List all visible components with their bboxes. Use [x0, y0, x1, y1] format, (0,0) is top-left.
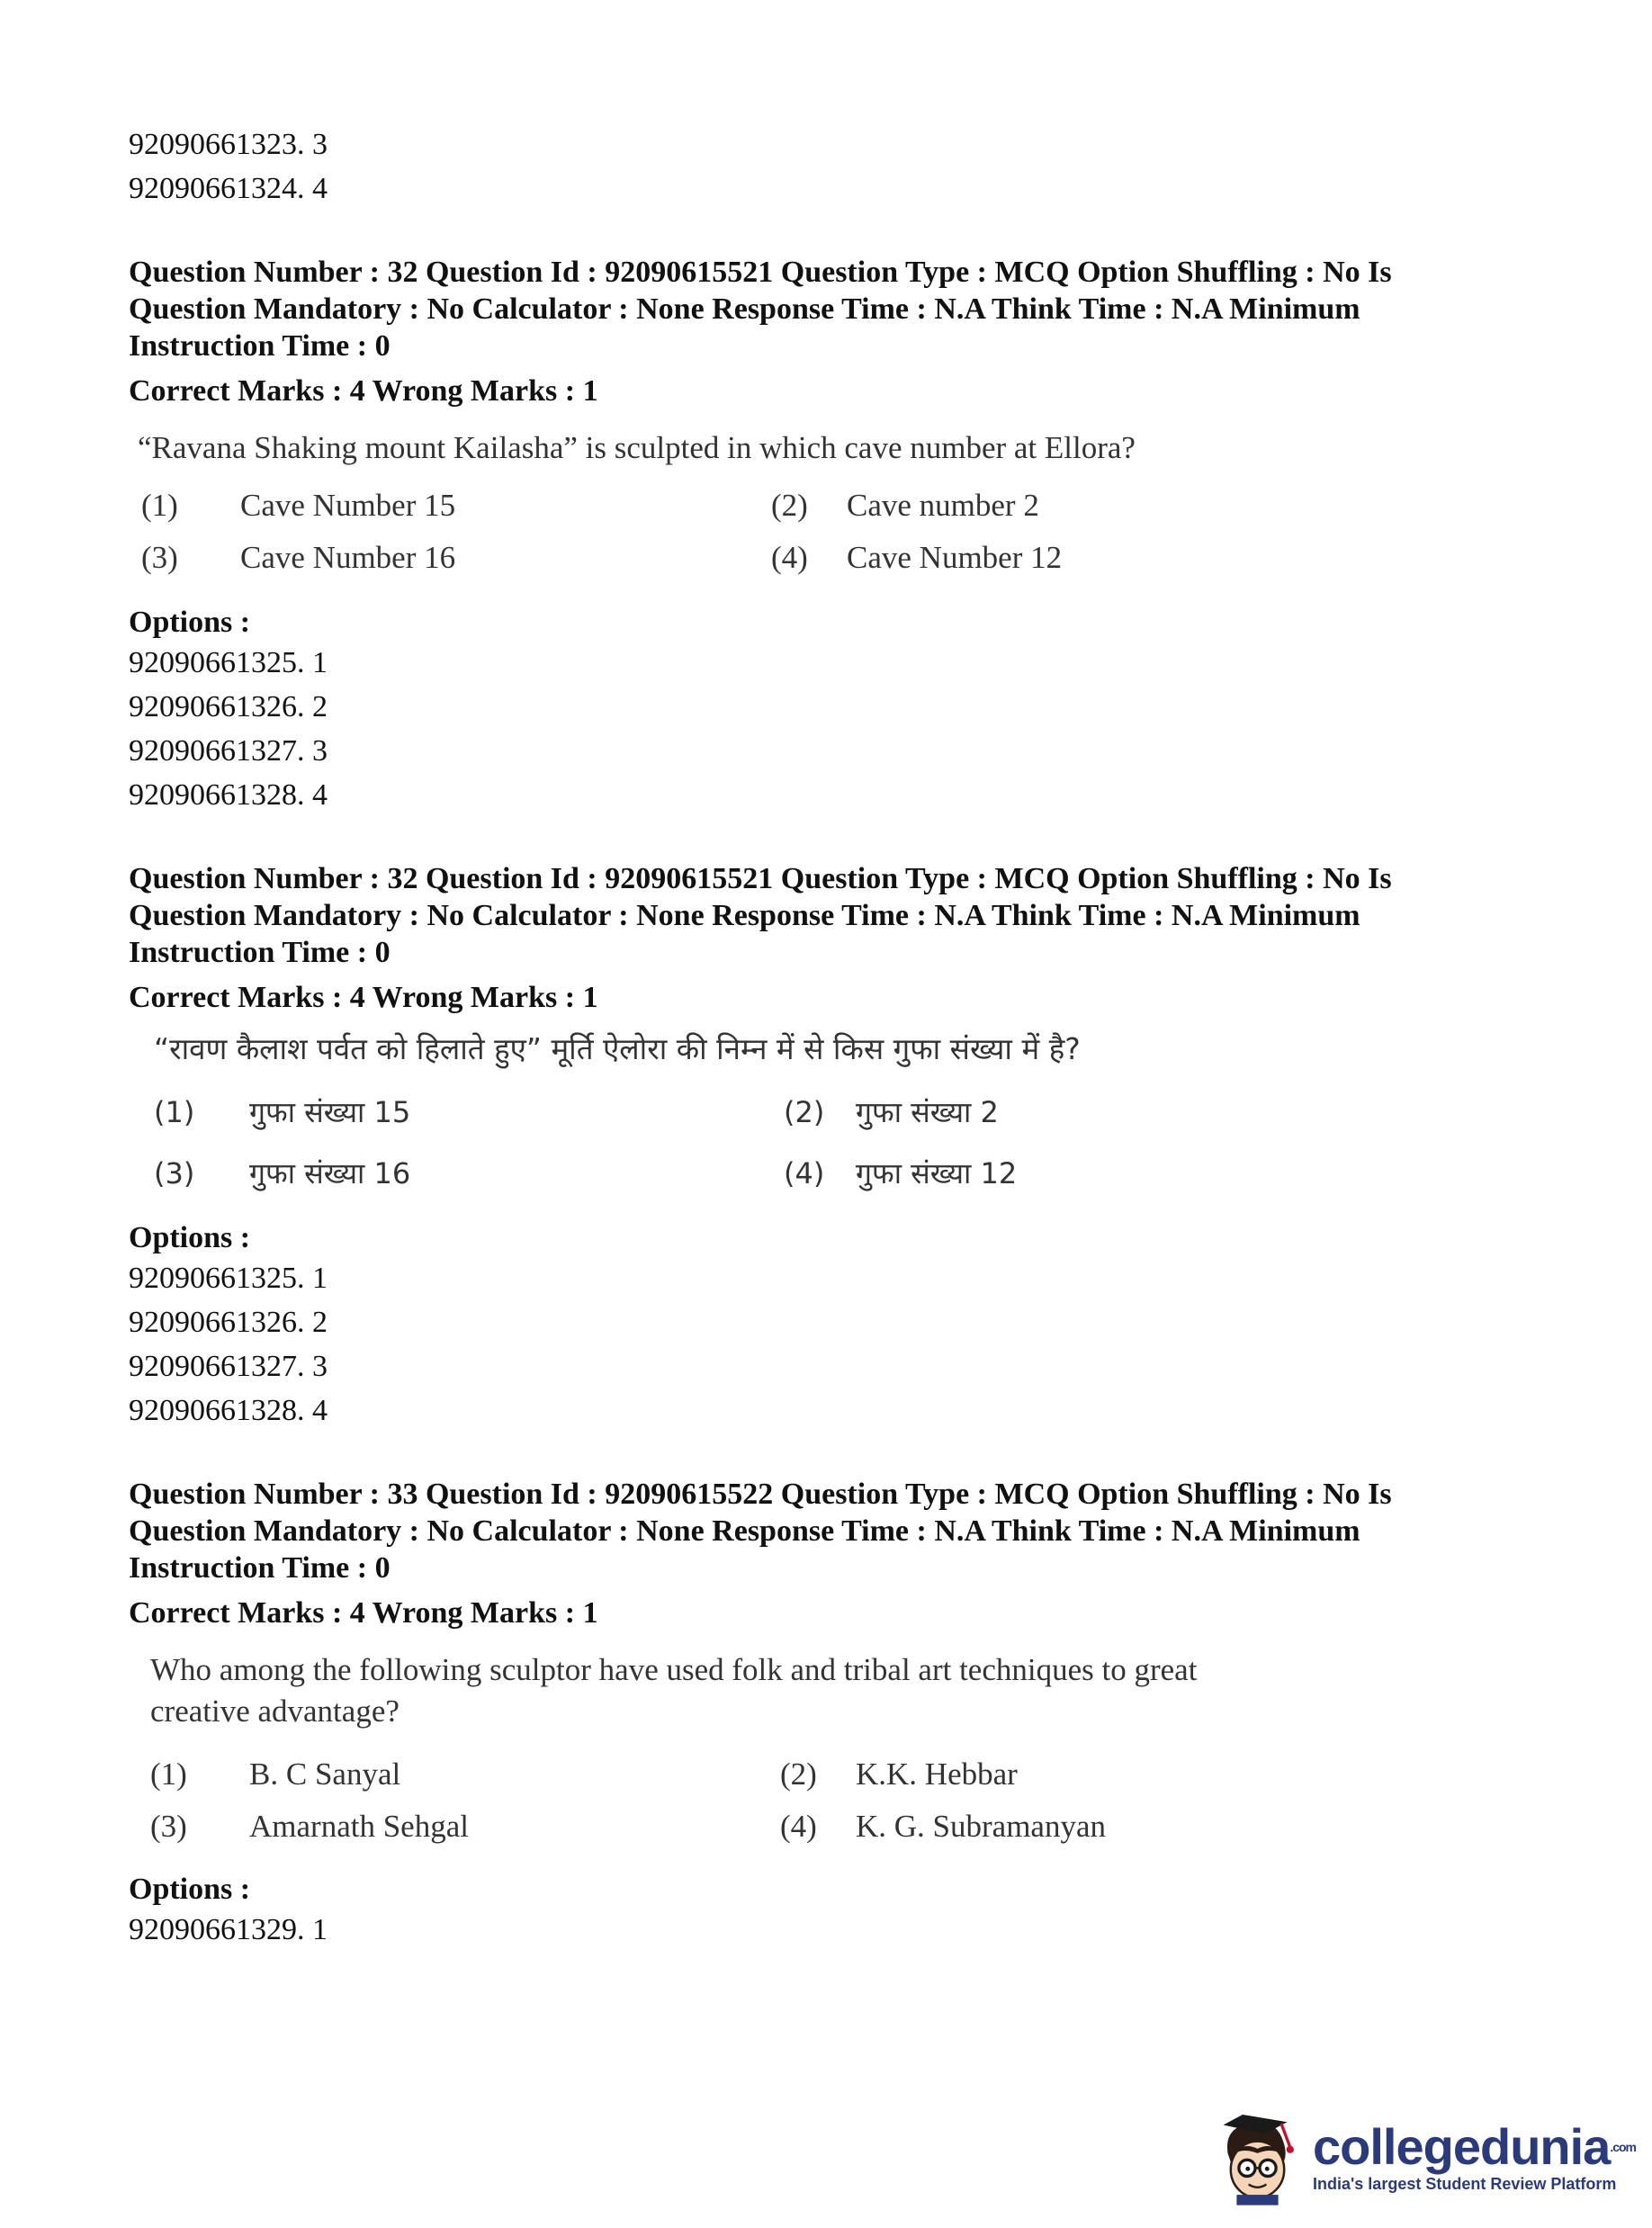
option-line: 92090661328. 4 [129, 778, 328, 812]
question-header-line: Question Number : 33 Question Id : 92090615522 Question Type : MCQ Option Shuffling : No Is [129, 1478, 1392, 1511]
choice-number: (4) [771, 540, 808, 575]
options-heading: Options : [129, 1221, 251, 1254]
logo-name: collegedunia$^{.com}$ [1313, 2118, 1636, 2175]
marks-line: Correct Marks : 4 Wrong Marks : 1 [129, 1596, 598, 1630]
choice-label: Cave Number 12 [847, 540, 1063, 575]
answer-choices [154, 1092, 1532, 1194]
answer-choice [154, 1092, 784, 1133]
answer-choice [784, 1153, 1414, 1194]
answer-choices [141, 485, 1532, 579]
choice-label: गुफा संख्या 12 [856, 1156, 1018, 1190]
logo-com: .com [1610, 2140, 1636, 2154]
answer-choice [784, 1092, 1414, 1133]
question-text: “Ravana Shaking mount Kailasha” is sculpted in which cave number at Ellora? [138, 430, 1136, 465]
answer-choice [780, 1806, 1410, 1847]
answer-choice [154, 1153, 784, 1194]
question-header-line: Question Number : 32 Question Id : 92090615521 Question Type : MCQ Option Shuffling : No Is [129, 862, 1392, 895]
question-block [129, 1476, 1532, 1952]
logo-text [1313, 2120, 1636, 2194]
question-header-line: Question Mandatory : No Calculator : None Response Time : N.A Think Time : N.A Minimum [129, 292, 1360, 326]
question-header-line: Instruction Time : 0 [129, 936, 391, 969]
choice-label: K.K. Hebbar [856, 1756, 1018, 1792]
answer-choice [771, 485, 1401, 526]
question-header-line: Instruction Time : 0 [129, 1551, 391, 1585]
choice-number: (4) [780, 1809, 817, 1844]
answer-choice [780, 1754, 1410, 1795]
choice-label: B. C Sanyal [249, 1756, 401, 1792]
choice-number: (2) [771, 488, 808, 523]
option-line: 92090661325. 1 [129, 1262, 328, 1295]
question-block [129, 254, 1532, 817]
choice-label: Cave Number 15 [240, 488, 456, 523]
question-header-line: Instruction Time : 0 [129, 329, 391, 363]
choice-number: (1) [150, 1756, 187, 1792]
choice-number: (1) [154, 1095, 195, 1129]
choice-label: Cave number 2 [847, 488, 1039, 523]
answer-choice [141, 485, 771, 526]
choice-number: (3) [154, 1156, 195, 1190]
answer-choice [150, 1806, 780, 1847]
question-header-line: Question Mandatory : No Calculator : None Response Time : N.A Think Time : N.A Minimum [129, 899, 1360, 932]
marks-line: Correct Marks : 4 Wrong Marks : 1 [129, 374, 598, 408]
choice-number: (3) [150, 1809, 187, 1844]
option-line: 92090661326. 2 [129, 690, 328, 723]
mascot-icon [1213, 2098, 1302, 2215]
choice-number: (3) [141, 540, 178, 575]
choice-number: (4) [784, 1156, 825, 1190]
option-line: 92090661328. 4 [129, 1394, 328, 1427]
option-line: 92090661329. 1 [129, 1913, 328, 1946]
choice-number: (1) [141, 488, 178, 523]
options-heading: Options : [129, 606, 251, 639]
option-line: 92090661327. 3 [129, 1350, 328, 1383]
choice-number: (2) [780, 1756, 817, 1792]
choice-label: Amarnath Sehgal [249, 1809, 469, 1844]
answer-choice [150, 1754, 780, 1795]
answer-choices [150, 1754, 1532, 1847]
answer-choice [771, 537, 1401, 579]
document-page [129, 122, 1532, 1952]
option-line: 92090661327. 3 [129, 734, 328, 768]
option-line: 92090661324. 4 [129, 172, 328, 205]
choice-label: गुफा संख्या 16 [249, 1156, 411, 1190]
option-line: 92090661326. 2 [129, 1306, 328, 1339]
option-line: 92090661325. 1 [129, 646, 328, 679]
options-heading: Options : [129, 1873, 251, 1906]
question-text: Who among the following sculptor have used folk and tribal art techniques to great [150, 1652, 1198, 1687]
marks-line: Correct Marks : 4 Wrong Marks : 1 [129, 981, 598, 1014]
question-header-line: Question Number : 32 Question Id : 92090615521 Question Type : MCQ Option Shuffling : No Is [129, 256, 1392, 289]
collegedunia-logo [1213, 2098, 1636, 2215]
choice-label: Cave Number 16 [240, 540, 456, 575]
option-line: 92090661323. 3 [129, 128, 328, 161]
choice-number: (2) [784, 1095, 825, 1129]
question-block [129, 860, 1532, 1433]
choice-label: गुफा संख्या 2 [856, 1095, 999, 1129]
question-header-line: Question Mandatory : No Calculator : None Response Time : N.A Think Time : N.A Minimum [129, 1514, 1360, 1548]
answer-choice [141, 537, 771, 579]
question-text: “रावण कैलाश पर्वत को हिलाते हुए” मूर्ति ऐलोरा की निम्न में से किस गुफा संख्या में है? [154, 1031, 1081, 1066]
choice-label: K. G. Subramanyan [856, 1809, 1107, 1844]
choice-label: गुफा संख्या 15 [249, 1095, 411, 1129]
question-text: creative advantage? [150, 1693, 400, 1729]
logo-tagline: India's largest Student Review Platform [1313, 2175, 1617, 2193]
